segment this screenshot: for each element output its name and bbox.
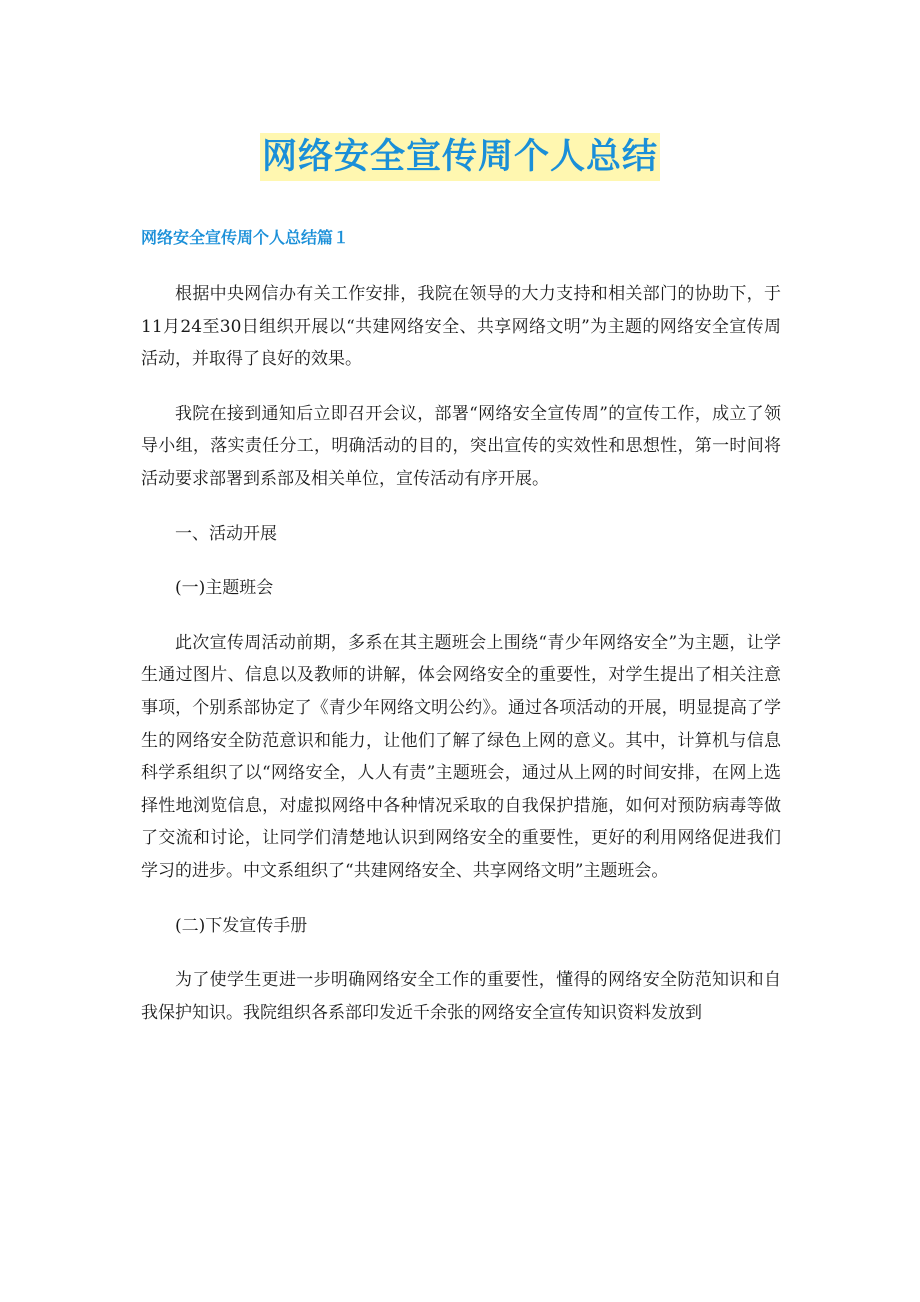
paragraph-4: 为了使学生更进一步明确网络安全工作的重要性，懂得的网络安全防范知识和自我保护知识。我院组织各系部印发近千余张的网络安全宣传知识资料发放到 bbox=[141, 970, 781, 1023]
paragraph-1: 根据中央网信办有关工作安排，我院在领导的大力支持和相关部门的协助下，于11月24至30日组织开展以“共建网络安全、共享网络文明”为主题的网络安全宣传周活动，并取得了良好的效果。 bbox=[141, 284, 781, 370]
title-container bbox=[0, 133, 920, 181]
subheading-class-meeting: (一)主题班会 bbox=[175, 578, 274, 599]
paragraph-2: 我院在接到通知后立即召开会议，部署“网络安全宣传周”的宣传工作，成立了领导小组，落实责任分工，明确活动的目的，突出宣传的实效性和思想性，第一时间将活动要求部署到系部及相关单位，宣传活动有序开展。 bbox=[141, 403, 781, 489]
document-title: 网络安全宣传周个人总结 bbox=[260, 133, 660, 181]
document-body bbox=[141, 278, 781, 1051]
heading-activities: 一、活动开展 bbox=[175, 523, 277, 544]
paragraph-3: 此次宣传周活动前期，多系在其主题班会上围绕“青少年网络安全”为主题，让学生通过图片、信息以及教师的讲解，体会网络安全的重要性，对学生提出了相关注意事项，个别系部协定了《青少年网络文明公约》。通过各项活动的开展，明显提高了学生的网络安全防范意识和能力，让他们了解了绿色上网的意义。其中，计算机与信息科学系组织了以“网络安全，人人有责”主题班会，通过从上网的时间安排，在网上选择性地浏览信息，对虚拟网络中各种情况采取的自我保护措施，如何对预防病毒等做了交流和讨论，让同学们清楚地认识到网络安全的重要性，更好的利用网络促进我们学习的进步。中文系组织了“共建网络安全、共享网络文明”主题班会。 bbox=[141, 632, 781, 881]
section-title: 网络安全宣传周个人总结篇１ bbox=[141, 228, 350, 247]
subheading-handbook: (二)下发宣传手册 bbox=[175, 915, 308, 936]
